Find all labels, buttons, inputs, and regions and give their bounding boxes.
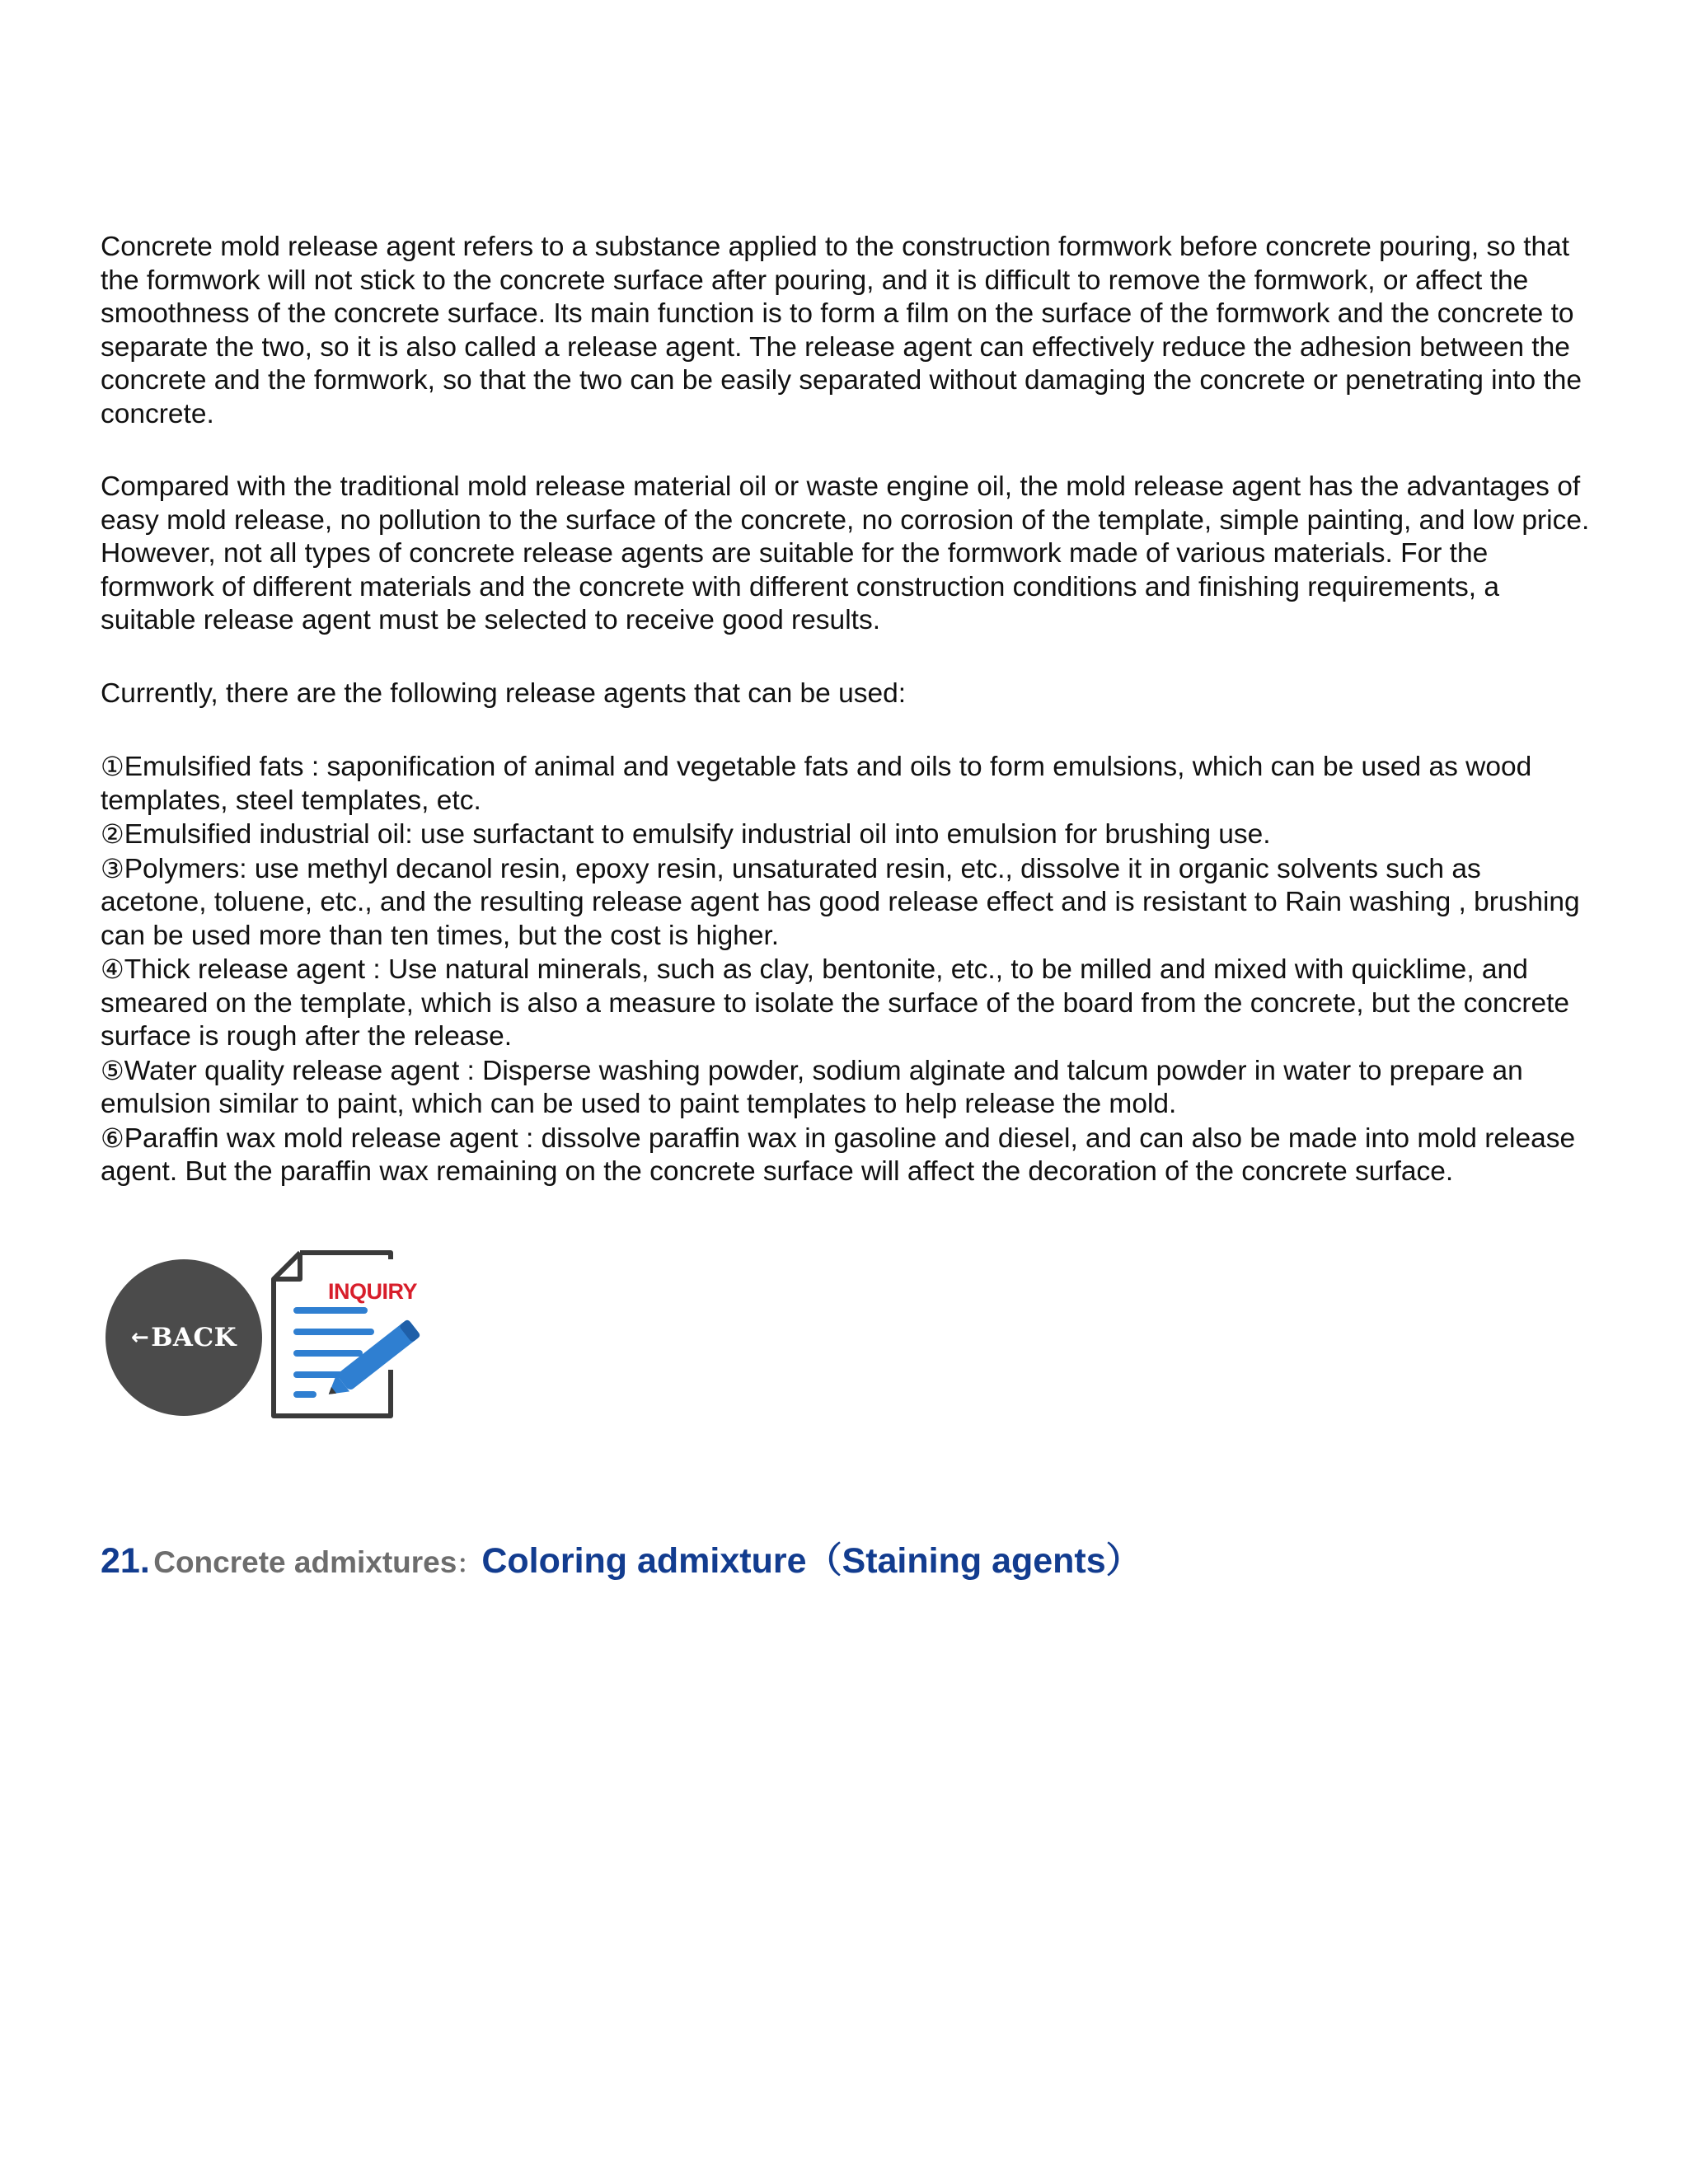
comparison-paragraph: Compared with the traditional mold release material oil or waste engine oil, the mold release agent has the advantages of easy mold release, no pollution to the surface of the concrete, no corrosion of the template, simple painting, and low price. However, not all types of concrete release agents are suitable for the formwork made of various materials. For the formwork of different materials and the concrete with different construction conditions and finishing requirements, a suitable release agent must be selected to receive good results. — [101, 471, 1590, 635]
item-number: ⑥ — [101, 1122, 124, 1154]
inquiry-label: INQUIRY — [328, 1279, 418, 1304]
inquiry-button[interactable] — [267, 1246, 445, 1424]
back-arrow-icon: ← — [130, 1325, 150, 1350]
list-intro-paragraph: Currently, there are the following release agents that can be used: — [101, 677, 907, 709]
section-separator: ： — [457, 1551, 482, 1578]
list-item — [101, 818, 1592, 852]
list-item — [101, 953, 1592, 1054]
back-button[interactable] — [106, 1259, 262, 1416]
list-item — [101, 1122, 1592, 1189]
intro-paragraph: Concrete mold release agent refers to a substance applied to the construction formwork before concrete pouring, so that the formwork will not stick to the concrete surface after pouring, and it is difficult to remove the formwork, or affect the smoothness of the concrete surface. Its main function is to form a film on the surface of the formwork and the concrete to separate the two, so it is also called a release agent. The release agent can effectively reduce the adhesion between the concrete and the formwork, so that the two can be easily separated without damaging the concrete or penetrating into the concrete. — [101, 232, 1582, 429]
item-number: ④ — [101, 954, 124, 985]
section-number: 21. — [101, 1541, 150, 1581]
item-text: Polymers: use methyl decanol resin, epoxy resin, unsaturated resin, etc., dissolve it in organic solvents such as acetone, toluene, etc., and the resulting release agent has good release effect and is resistant to Rain washing , brushing can be used more than ten times, but the cost is higher. — [101, 853, 1580, 951]
section-title: Coloring admixture（Staining agents） — [481, 1541, 1142, 1581]
list-item — [101, 1054, 1592, 1122]
section-category: Concrete admixtures — [153, 1545, 457, 1579]
action-buttons — [102, 1246, 448, 1424]
article-body — [101, 231, 1592, 1189]
item-number: ① — [101, 751, 124, 782]
item-text: Emulsified fats : saponification of animal and vegetable fats and oils to form emulsions, which can be used as wood templates, steel templates, etc. — [101, 752, 1532, 816]
release-agent-list — [101, 750, 1592, 1189]
item-text: Paraffin wax mold release agent : dissolve paraffin wax in gasoline and diesel, and can also be made into mold release agent. But the paraffin wax remaining on the concrete surface will affect the decoration of the concrete surface. — [101, 1122, 1576, 1187]
back-button-label: BACK — [151, 1323, 237, 1352]
list-item — [101, 750, 1592, 818]
item-text: Thick release agent : Use natural minerals, such as clay, bentonite, etc., to be milled and mixed with quicklime, and smeared on the template, which is also a measure to isolate the surface of the board from the concrete, but the concrete surface is rough after the release. — [101, 954, 1570, 1052]
item-number: ② — [101, 818, 124, 850]
section-heading — [101, 1533, 1142, 1583]
item-text: Water quality release agent : Disperse washing powder, sodium alginate and talcum powder in water to prepare an emulsion similar to paint, which can be used to paint templates to help release the mold. — [101, 1055, 1523, 1119]
document-pen-icon — [267, 1246, 445, 1424]
item-number: ⑤ — [101, 1054, 124, 1086]
item-number: ③ — [101, 852, 124, 884]
item-text: Emulsified industrial oil: use surfactant to emulsify industrial oil into emulsion for brushing use. — [124, 819, 1271, 850]
list-item — [101, 852, 1592, 954]
